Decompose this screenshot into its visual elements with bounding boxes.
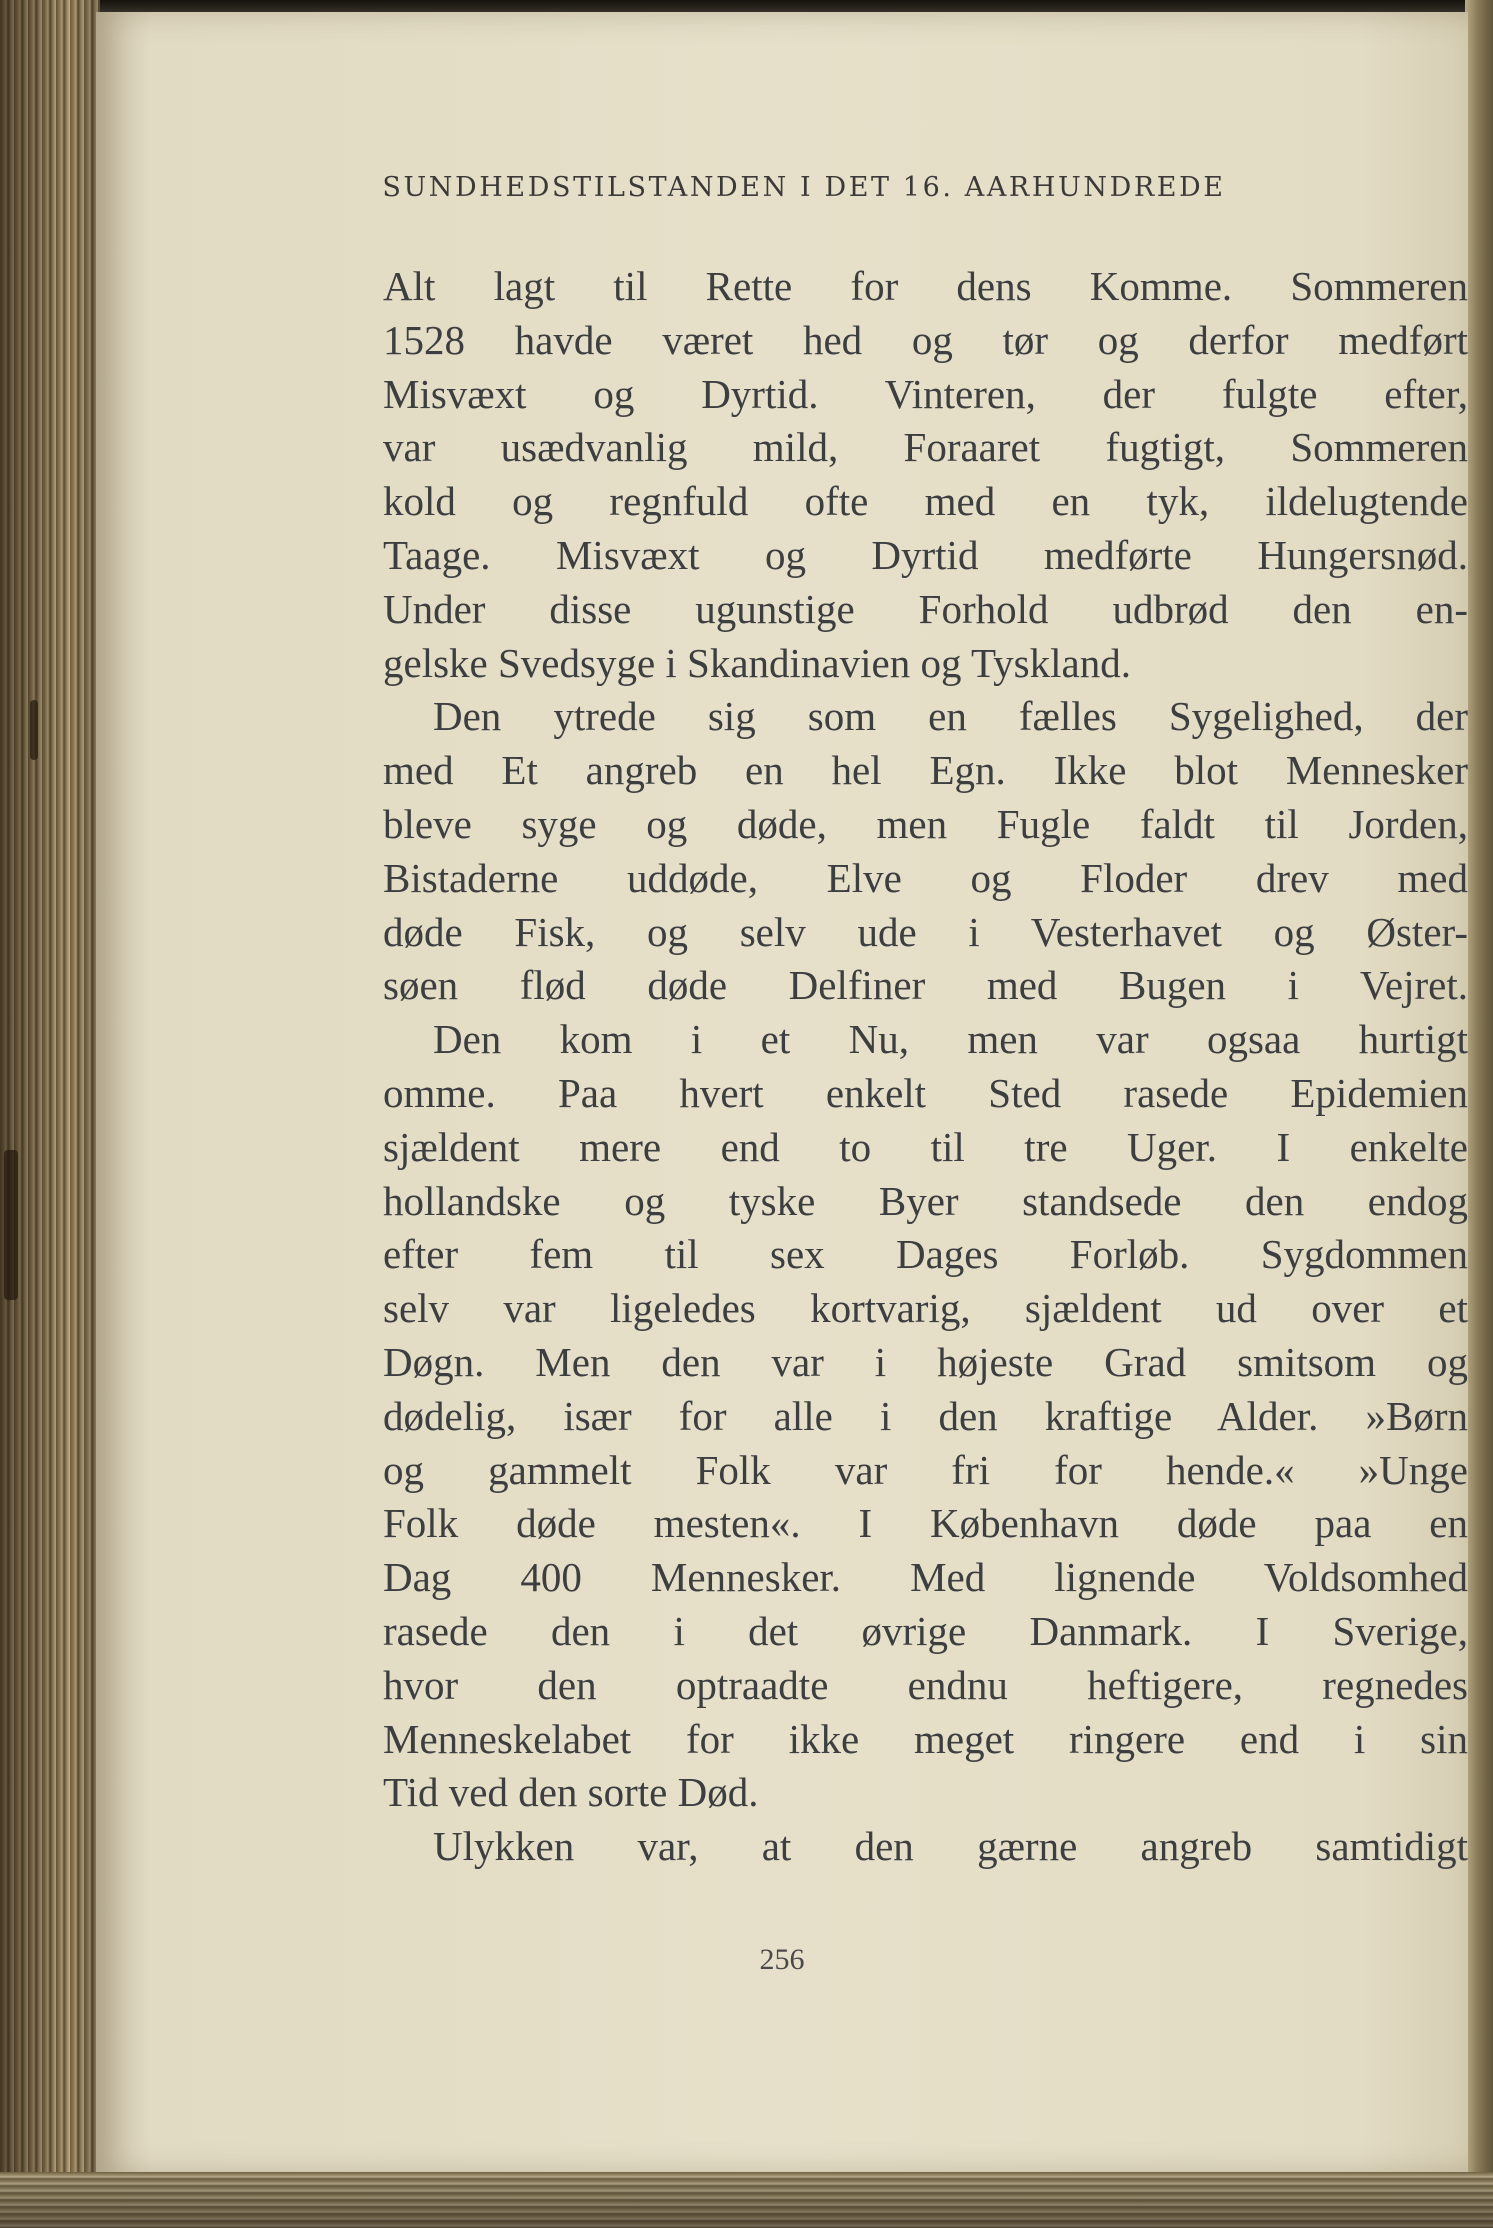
page-number: 256 (759, 1943, 805, 1976)
body-text (383, 260, 1468, 1874)
stack-shadow-mark (4, 1150, 18, 1300)
text-line: var usædvanlig mild, Foraaret fugtigt, Sommeren (383, 424, 1468, 471)
text-line: Under disse ugunstige Forhold udbrød den en- (383, 585, 1468, 632)
text-line: og gammelt Folk var fri for hende.« »Unge (383, 1446, 1468, 1493)
text-line: Bistaderne uddøde, Elve og Floder drev med (383, 854, 1468, 901)
running-head: SUNDHEDSTILSTANDEN I DET 16. AARHUNDREDE (382, 172, 1226, 203)
text-line: hvor den optraadte endnu heftigere, regnedes (383, 1661, 1468, 1708)
stack-shadow-mark (30, 700, 38, 760)
text-line: bleve syge og døde, men Fugle faldt til Jorden, (383, 800, 1468, 847)
text-line: Folk døde mesten«. I København døde paa en (383, 1500, 1468, 1547)
text-line: selv var ligeledes kortvarig, sjældent ud over et (383, 1285, 1468, 1332)
text-line: gelske Svedsyge i Skandinavien og Tyskland. (383, 639, 1131, 686)
text-line: 1528 havde været hed og tør og derfor medført (383, 316, 1468, 363)
text-line: sjældent mere end to til tre Uger. I enkelte (383, 1123, 1468, 1170)
text-line: Alt lagt til Rette for dens Komme. Sommeren (383, 263, 1468, 309)
text-line: Den kom i et Nu, men var ogsaa hurtigt (433, 1016, 1468, 1063)
text-line: Menneskelabet for ikke meget ringere end i sin (383, 1715, 1468, 1762)
text-line: Døgn. Men den var i højeste Grad smitsom og (383, 1338, 1468, 1385)
book-page (96, 12, 1468, 2174)
text-line: Den ytrede sig som en fælles Sygelighed, der (433, 693, 1468, 740)
text-line: Tid ved den sorte Død. (383, 1769, 759, 1816)
text-line: rasede den i det øvrige Danmark. I Sverige, (383, 1607, 1468, 1654)
text-line: kold og regnfuld ofte med en tyk, ildelugtende (383, 478, 1468, 525)
page-edge-right (1465, 0, 1493, 2228)
text-line: dødelig, især for alle i den kraftige Alder. »Børn (383, 1392, 1468, 1439)
page-stack-left (0, 0, 100, 2228)
text-line: Dag 400 Mennesker. Med lignende Voldsomhed (383, 1554, 1468, 1601)
text-line: Ulykken var, at den gærne angreb samtidigt (433, 1823, 1468, 1870)
text-line: med Et angreb en hel Egn. Ikke blot Mennesker (383, 747, 1468, 794)
text-line: efter fem til sex Dages Forløb. Sygdommen (383, 1231, 1468, 1278)
text-line: søen flød døde Delfiner med Bugen i Vejret. (383, 962, 1468, 1009)
text-line: døde Fisk, og selv ude i Vesterhavet og Øster- (383, 908, 1468, 955)
text-line: Misvæxt og Dyrtid. Vinteren, der fulgte efter, (383, 370, 1468, 417)
text-line: Taage. Misvæxt og Dyrtid medførte Hungersnød. (383, 531, 1468, 578)
text-line: hollandske og tyske Byer standsede den endog (383, 1177, 1468, 1224)
text-line: omme. Paa hvert enkelt Sted rasede Epidemien (383, 1069, 1468, 1116)
page-stack-bottom (0, 2172, 1493, 2228)
